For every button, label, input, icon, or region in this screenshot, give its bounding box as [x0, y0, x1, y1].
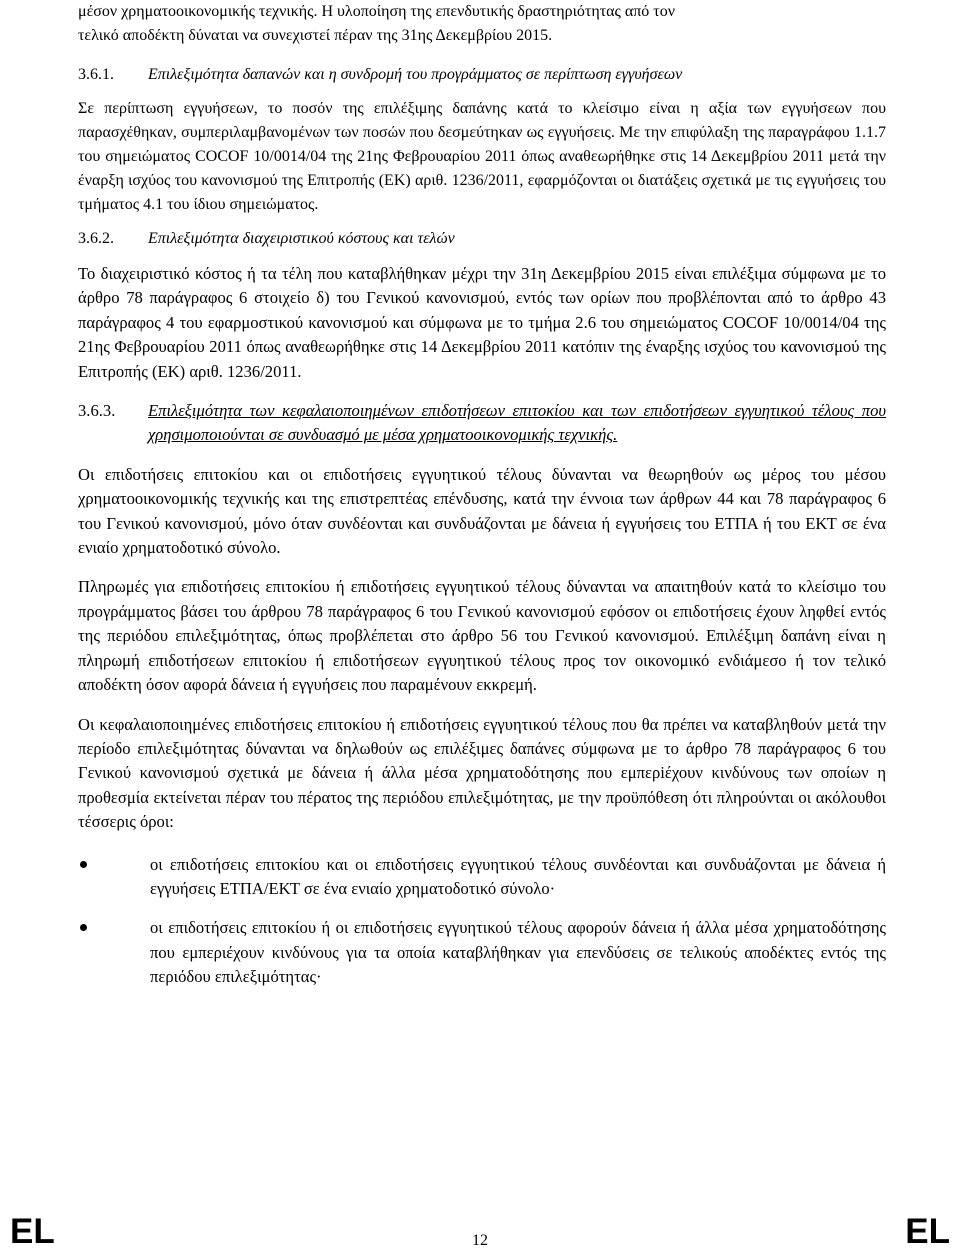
footer-language-left: EL [10, 1212, 55, 1251]
section-3-6-3-paragraph-1: Οι επιδοτήσεις επιτοκίου και οι επιδοτήσεις εγγυητικού τέλους δύνανται να θεωρηθούν ως μέρος του μέσου χρηματοοικονομικής τεχνικής και της επιστρεπτέας επένδυσης, κατά την έννοια των άρθρων 44 και 78 παράγραφος 6 του Γενικού κανονισμού, μόνο όταν συνδέονται και συνδυάζονται με δάνεια ή εγγυήσεις του ΕΤΠΑ ή του ΕΚΤ σε ένα ενιαίο χρηματοδοτικό σύνολο. [78, 464, 886, 558]
list-item [78, 916, 886, 989]
intro-line-1: μέσον χρηματοοικονομικής τεχνικής. Η υλοποίηση της επενδυτικής δραστηριότητας από τον [78, 3, 675, 20]
page-number: 12 [472, 1232, 488, 1249]
bullet-icon [78, 853, 150, 902]
section-3-6-1-heading [78, 63, 886, 87]
section-number: 3.6.2. [78, 230, 114, 247]
section-3-6-3-paragraph-3: Οι κεφαλαιοποιημένες επιδοτήσεις επιτοκίου ή επιδοτήσεις εγγυητικού τέλους που θα πρέπει να καταβληθούν μετά την περίοδο επιλεξιμότητας δύνανται να δηλωθούν ως επιλέξιμες δαπάνες σύμφωνα με το άρθρο 78 παράγραφος 6 του Γενικού κανονισμού σχετικά με δάνεια ή άλλα μέσα χρηματοδότησης που εμπερiέχουν κινδύνους των οποίων η προθεσμία εκτείνεται πέραν του πέρατος της περιόδου επιλεξιμότητας, με την προϋπόθεση ότι πληρούνται οι ακόλουθοι τέσσερις όροι: [78, 714, 886, 832]
section-title: Επιλεξιμότητα δαπανών και η συνδρομή του προγράμματος σε περίπτωση εγγυήσεων [148, 66, 683, 83]
document-page [78, 0, 886, 990]
section-title: Επιλεξιμότητα των κεφαλαιοποιημένων επιδοτήσεων επιτοκίου και των επιδοτήσεων εγγυητικού τέλους που χρησιμοποιούνται σε συνδυασμό με μέσα χρηματοοικονομικής τεχνικής. [148, 401, 886, 445]
section-3-6-2-heading [78, 227, 886, 251]
section-number: 3.6.3. [78, 401, 116, 421]
section-3-6-3-heading [78, 399, 886, 448]
section-3-6-2-body: Το διαχειριστικό κόστος ή τα τέλη που καταβλήθηκαν μέχρι την 31η Δεκεμβρίου 2015 είναι επιλέξιμα σύμφωνα με το άρθρο 78 παράγραφος 6 στοιχείο δ) του Γενικού κανονισμού, εντός των ορίων που προβλέπονται από το άρθρο 43 παράγραφος 4 του εφαρμοστικού κανονισμού και σύμφωνα με το τμήμα 2.6 του σημειώματος COCOF 10/0014/04 της 21ης Φεβρουαρίου 2011 όπως αναθεωρήθηκε στις 14 Δεκεμβρίου 2011 κατόπιν της έναρξης ισχύος του κανονισμού της Επιτροπής (ΕΚ) αριθ. 1236/2011. [78, 264, 886, 381]
list-item [78, 853, 886, 902]
intro-line-2: τελικό αποδέκτη δύναται να συνεχιστεί πέραν της 31ης Δεκεμβρίου 2015. [78, 27, 553, 44]
conditions-list [78, 853, 886, 990]
list-item-text: οι επιδοτήσεις επιτοκίου ή οι επιδοτήσεις εγγυητικού τέλους αφορούν δάνεια ή άλλα μέσα χρηματοδότησης που εμπεριέχουν κινδύνους για τα οποία καταβλήθηκαν για επενδύσεις σε τελικούς αποδέκτες εντός της περιόδου επιλεξιμότητας· [150, 918, 886, 987]
section-3-6-1-body: Σε περίπτωση εγγυήσεων, το ποσόν της επιλέξιμης δαπάνης κατά το κλείσιμο είναι η αξία των εγγυήσεων που παρασχέθηκαν, συμπεριλαμβανομένων των ποσών που δεσμεύτηκαν ως εγγυήσεις. Με την επιφύλαξη της παραγράφου 1.1.7 του σημειώματος COCOF 10/0014/04 της 21ης Φεβρουαρίου 2011 όπως αναθεωρήθηκε στις 14 Δεκεμβρίου 2011 μετά την έναρξη ισχύος του κανονισμού της Επιτροπής (ΕΚ) αριθ. 1236/2011, εφαρμόζονται οι διατάξεις σχετικά με τις εγγυήσεις του τμήματος 4.1 του ίδιου σημειώματος. [78, 100, 886, 213]
footer-language-right: EL [905, 1212, 950, 1251]
bullet-icon [78, 916, 150, 989]
section-title: Επιλεξιμότητα διαχειριστικού κόστους και τελών [148, 230, 455, 247]
list-item-text: οι επιδοτήσεις επιτοκίου και οι επιδοτήσεις εγγυητικού τέλους συνδέονται και συνδυάζονται με δάνεια ή εγγυήσεις ΕΤΠΑ/ΕΚΤ σε ένα ενιαίο χρηματοδοτικό σύνολο· [150, 854, 886, 898]
intro-text [78, 0, 886, 48]
section-number: 3.6.1. [78, 66, 114, 83]
section-3-6-3-paragraph-2: Πληρωμές για επιδοτήσεις επιτοκίου ή επιδοτήσεις εγγυητικού τέλους δύνανται να απαιτηθούν κατά το κλείσιμο του προγράμματος βάσει του άρθρου 78 παράγραφος 6 του Γενικού κανονισμού εφόσον οι επιδοτήσεις έχουν ληφθεί εντός της περιόδου επιλεξιμότητας, όπως προβλέπεται στο άρθρο 56 του Γενικού κανονισμού. Επιλέξιμη δαπάνη είναι η πληρωμή επιδοτήσεων επιτοκίου ή επιδοτήσεων εγγυητικού τέλους προς τον οικονομικό ενδιάμεσο ή τον τελικό αποδέκτη όσον αφορά δάνεια ή εγγυήσεις που παραμένουν εκκρεμή. [78, 577, 886, 695]
